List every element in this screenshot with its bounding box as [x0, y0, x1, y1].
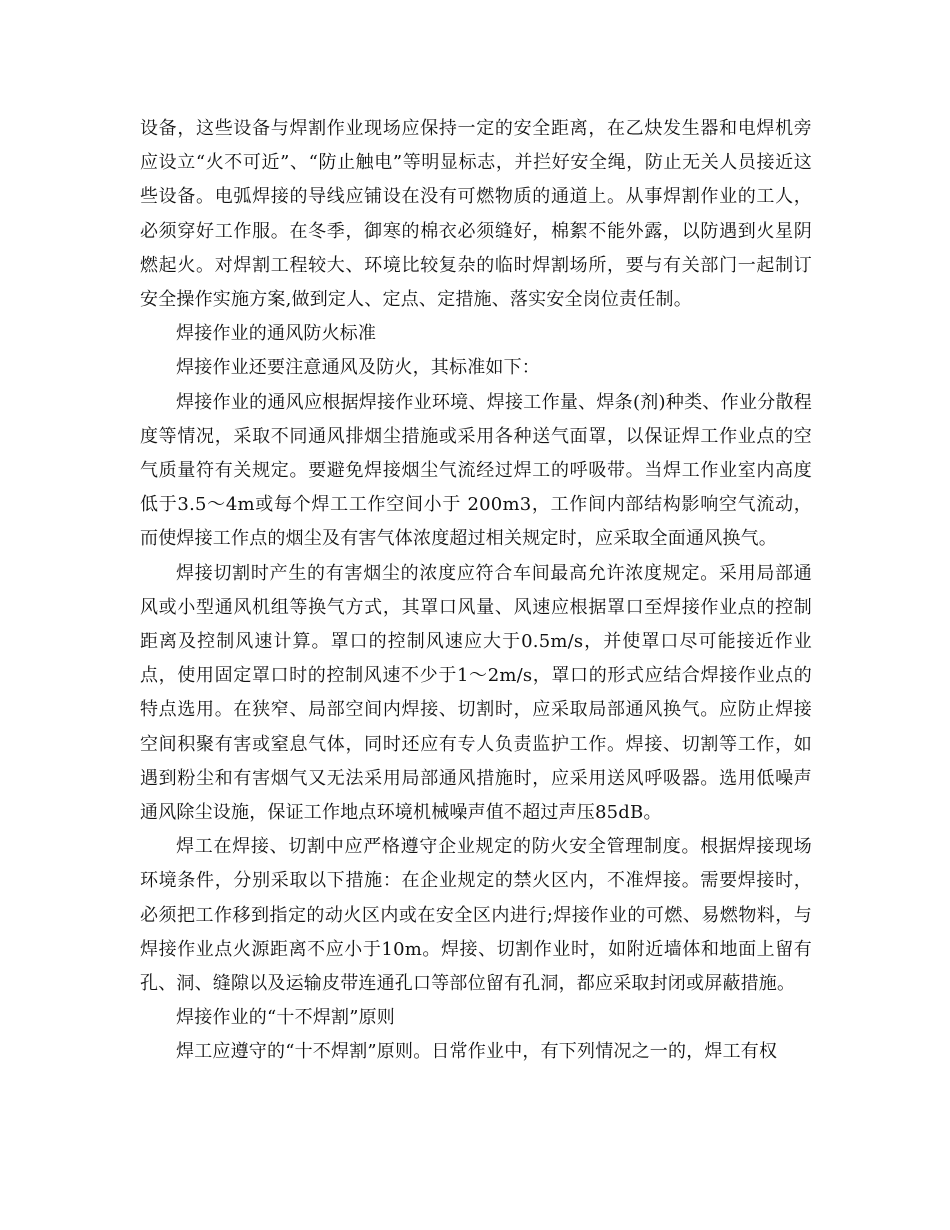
paragraph-1: 设备，这些设备与焊割作业现场应保持一定的安全距离，在乙炔发生器和电焊机旁应设立“火不可近”、“防止触电”等明显标志，并拦好安全绳，防止无关人员接近这些设备。电弧焊接的导线应铺设在没有可燃物质的通道上。从事焊割作业的工人，必须穿好工作服。在冬季，御寒的棉衣必须缝好，棉絮不能外露，以防遇到火星阴燃起火。对焊割工程较大、环境比较复杂的临时焊割场所，要与有关部门一起制订安全操作实施方案,做到定人、定点、定措施、落实安全岗位责任制。 — [140, 118, 812, 311]
paragraph-ventilation-intro: 焊接作业还要注意通风及防火，其标准如下： — [176, 357, 540, 379]
document-body — [140, 112, 812, 1070]
paragraph-ventilation-local: 焊接切割时产生的有害烟尘的浓度应符合车间最高允许浓度规定。采用局部通风或小型通风机组等换气方式，其罩口风量、风速应根据罩口至焊接作业点的控制距离及控制风速计算。罩口的控制风速应大于0.5m/s，并使罩口尽可能接近作业点，使用固定罩口时的控制风速不少于1～2m/s，罩口的形式应结合焊接作业点的特点选用。在狭窄、局部空间内焊接、切割时，应采取局部通风换气。应防止焊接空间积聚有害或窒息气体，同时还应有专人负责监护工作。焊接、切割等工作，如遇到粉尘和有害烟气又无法采用局部通风措施时，应采用送风呼吸器。选用低噪声通风除尘设施，保证工作地点环境机械噪声值不超过声压85dB。 — [140, 562, 812, 824]
section-heading-ventilation: 焊接作业的通风防火标准 — [176, 323, 377, 345]
paragraph-ten-rules-intro: 焊工应遵守的“十不焊割”原则。日常作业中，有下列情况之一的，焊工有权 — [176, 1041, 778, 1063]
paragraph-ventilation-general: 焊接作业的通风应根据焊接作业环境、焊接工作量、焊条(剂)种类、作业分散程度等情况，采取不同通风排烟尘措施或采用各种送气面罩，以保证焊工作业点的空气质量符有关规定。要避免焊接烟尘气流经过焊工的呼吸带。当焊工作业室内高度低于3.5～4m或每个焊工工作空间小于 200m3，工作间内部结构影响空气流动，而使焊接工作点的烟尘及有害气体浓度超过相关规定时，应采取全面通风换气。 — [140, 391, 812, 550]
paragraph-fire-safety: 焊工在焊接、切割中应严格遵守企业规定的防火安全管理制度。根据焊接现场环境条件，分别采取以下措施：在企业规定的禁火区内，不准焊接。需要焊接时，必须把工作移到指定的动火区内或在安全区内进行;焊接作业的可燃、易燃物料，与焊接作业点火源距离不应小于10m。焊接、切割作业时，如附近墙体和地面上留有孔、洞、缝隙以及运输皮带连通孔口等部位留有孔洞，都应采取封闭或屏蔽措施。 — [140, 836, 812, 995]
section-heading-ten-rules: 焊接作业的“十不焊割”原则 — [176, 1007, 396, 1029]
